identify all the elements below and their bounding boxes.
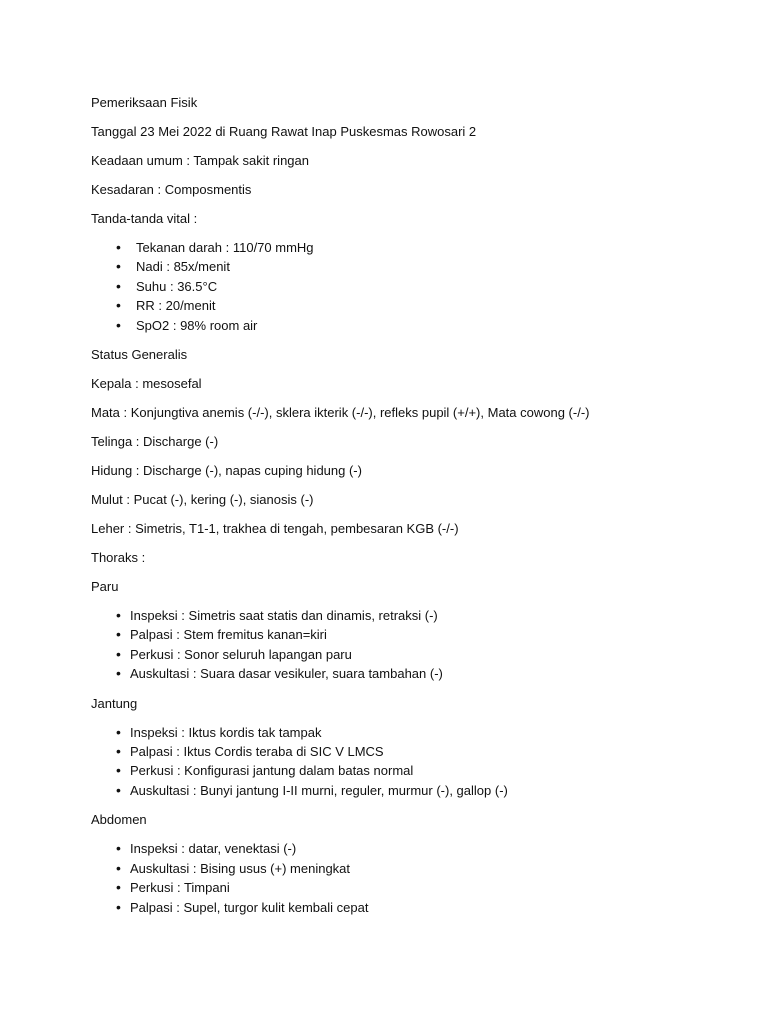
list-item: • Auskultasi : Bising usus (+) meningkat xyxy=(91,859,731,878)
list-item: • Auskultasi : Suara dasar vesikuler, suara tambahan (-) xyxy=(91,664,731,683)
mata: Mata : Konjungtiva anemis (-/-), sklera ikterik (-/-), refleks pupil (+/+), Mata cowong (-/-) xyxy=(91,405,590,421)
paru-list xyxy=(91,606,731,684)
date-line: Tanggal 23 Mei 2022 di Ruang Rawat Inap Puskesmas Rowosari 2 xyxy=(91,124,477,139)
bullet-icon: • xyxy=(116,840,121,857)
abdomen-list xyxy=(91,839,731,917)
bullet-icon: • xyxy=(116,879,121,896)
list-item: • Inspeksi : datar, venektasi (-) xyxy=(91,839,731,858)
bullet-icon: • xyxy=(116,316,121,333)
bullet-icon: • xyxy=(116,665,121,682)
bullet-icon: • xyxy=(116,723,121,740)
list-item: • Perkusi : Timpani xyxy=(91,878,731,897)
bullet-icon: • xyxy=(116,762,121,779)
jantung-heading: Jantung xyxy=(91,695,138,711)
list-item: • Inspeksi : Iktus kordis tak tampak xyxy=(91,723,731,742)
bullet-icon: • xyxy=(116,781,121,798)
bullet-icon: • xyxy=(116,607,121,624)
list-item: • SpO2 : 98% room air xyxy=(91,316,731,335)
list-item: • Tekanan darah : 110/70 mmHg xyxy=(91,238,731,257)
bullet-icon: • xyxy=(116,239,121,255)
list-item: • RR : 20/menit xyxy=(91,296,731,315)
document-content xyxy=(91,93,731,927)
abdomen-heading: Abdomen xyxy=(91,812,147,828)
list-item: • Suhu : 36.5°C xyxy=(91,277,731,296)
document-title: Pemeriksaan Fisik xyxy=(91,95,198,110)
bullet-icon: • xyxy=(116,859,121,876)
bullet-icon: • xyxy=(116,898,121,915)
thoraks-heading: Thoraks : xyxy=(91,550,146,566)
bullet-icon: • xyxy=(116,743,121,760)
bullet-icon: • xyxy=(116,277,121,294)
list-item: • Palpasi : Supel, turgor kulit kembali cepat xyxy=(91,898,731,917)
list-item: • Palpasi : Stem fremitus kanan=kiri xyxy=(91,625,731,644)
vital-signs-list xyxy=(91,238,731,335)
list-item: • Inspeksi : Simetris saat statis dan dinamis, retraksi (-) xyxy=(91,606,731,625)
list-item: • Nadi : 85x/menit xyxy=(91,257,731,276)
paru-heading: Paru xyxy=(91,579,119,595)
ttv-heading: Tanda-tanda vital : xyxy=(91,211,198,226)
list-item: • Palpasi : Iktus Cordis teraba di SIC V LMCS xyxy=(91,742,731,761)
keadaan-umum: Keadaan umum : Tampak sakit ringan xyxy=(91,153,309,168)
list-item: • Auskultasi : Bunyi jantung I-II murni, reguler, murmur (-), gallop (-) xyxy=(91,781,731,800)
kesadaran: Kesadaran : Composmentis xyxy=(91,182,252,197)
bullet-icon: • xyxy=(116,645,121,662)
bullet-icon: • xyxy=(116,626,121,643)
bullet-icon: • xyxy=(116,297,121,314)
bullet-icon: • xyxy=(116,258,121,275)
leher: Leher : Simetris, T1-1, trakhea di tengah, pembesaran KGB (-/-) xyxy=(91,521,459,537)
status-generalis-heading: Status Generalis xyxy=(91,347,188,363)
kepala: Kepala : mesosefal xyxy=(91,376,202,392)
hidung: Hidung : Discharge (-), napas cuping hidung (-) xyxy=(91,463,362,479)
jantung-list xyxy=(91,723,731,801)
mulut: Mulut : Pucat (-), kering (-), sianosis (-) xyxy=(91,492,314,508)
list-item: • Perkusi : Sonor seluruh lapangan paru xyxy=(91,645,731,664)
list-item: • Perkusi : Konfigurasi jantung dalam batas normal xyxy=(91,761,731,780)
telinga: Telinga : Discharge (-) xyxy=(91,434,219,450)
